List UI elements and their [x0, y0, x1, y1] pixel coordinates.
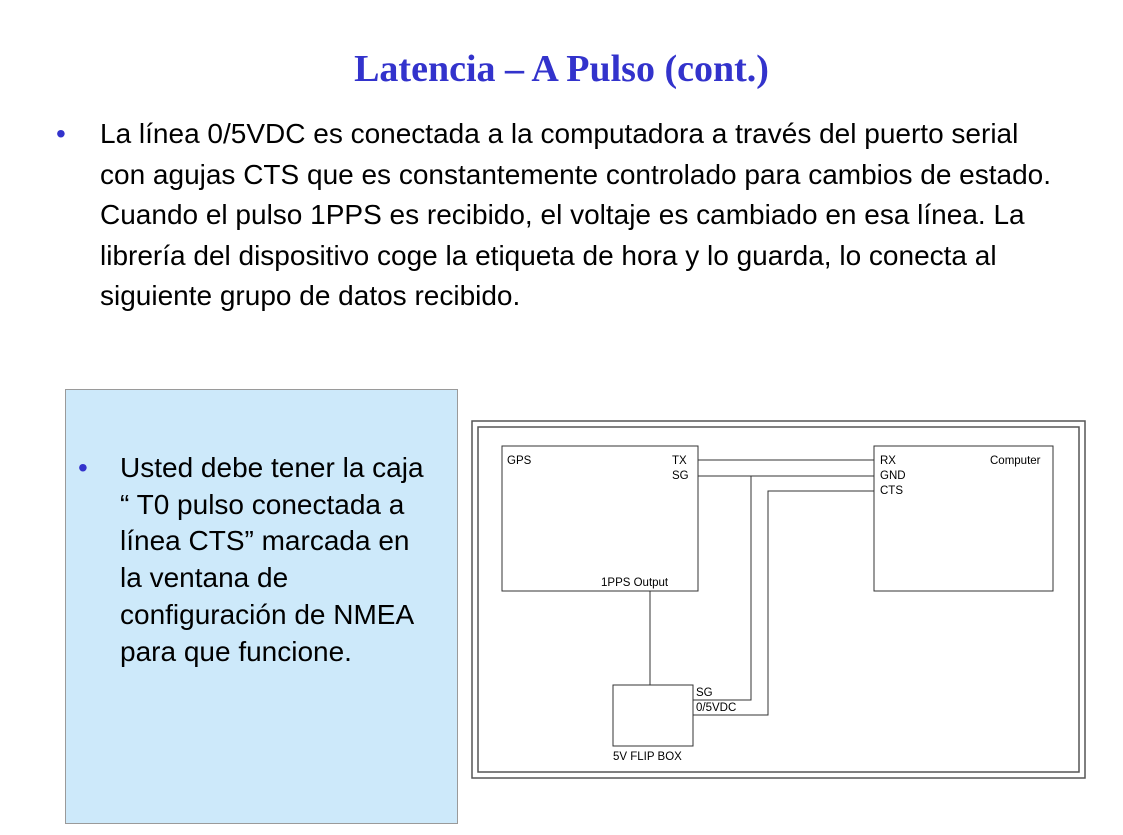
note-bullet-dot: •	[78, 452, 88, 483]
bullet-dot: •	[56, 118, 66, 149]
note-bullet-text: Usted debe tener la caja “ T0 pulso conectada a línea CTS” marcada en la ventana de configuración de NMEA para que funcione.	[120, 452, 424, 667]
flip-box-sg-label: SG	[696, 687, 713, 699]
wiring-diagram	[471, 420, 1087, 780]
computer-gnd-label: GND	[880, 470, 906, 482]
computer-cts-label: CTS	[880, 485, 903, 497]
gps-pps-label: 1PPS Output	[601, 577, 669, 589]
computer-box	[874, 446, 1053, 591]
computer-label: Computer	[990, 455, 1041, 467]
slide-title: Latencia – A Pulso (cont.)	[354, 48, 769, 90]
note-bullet	[78, 450, 438, 670]
flip-box-vdc-label: 0/5VDC	[696, 702, 737, 714]
gps-box	[502, 446, 698, 591]
main-bullet	[56, 114, 1056, 317]
note-box	[65, 389, 458, 824]
flip-box-label: 5V FLIP BOX	[613, 751, 682, 763]
gps-sg-label: SG	[672, 470, 689, 482]
main-bullet-text: La línea 0/5VDC es conectada a la computadora a través del puerto serial con agujas CTS que es constantemente controlado para cambios de estado. Cuando el pulso 1PPS es recibido, el voltaje es cambiado en esa línea. La librería del dispositivo coge la etiqueta de hora y lo guarda, lo conecta al siguiente grupo de datos recibido.	[100, 118, 1052, 311]
gps-tx-label: TX	[672, 455, 687, 467]
gps-label: GPS	[507, 455, 532, 467]
computer-rx-label: RX	[880, 455, 896, 467]
